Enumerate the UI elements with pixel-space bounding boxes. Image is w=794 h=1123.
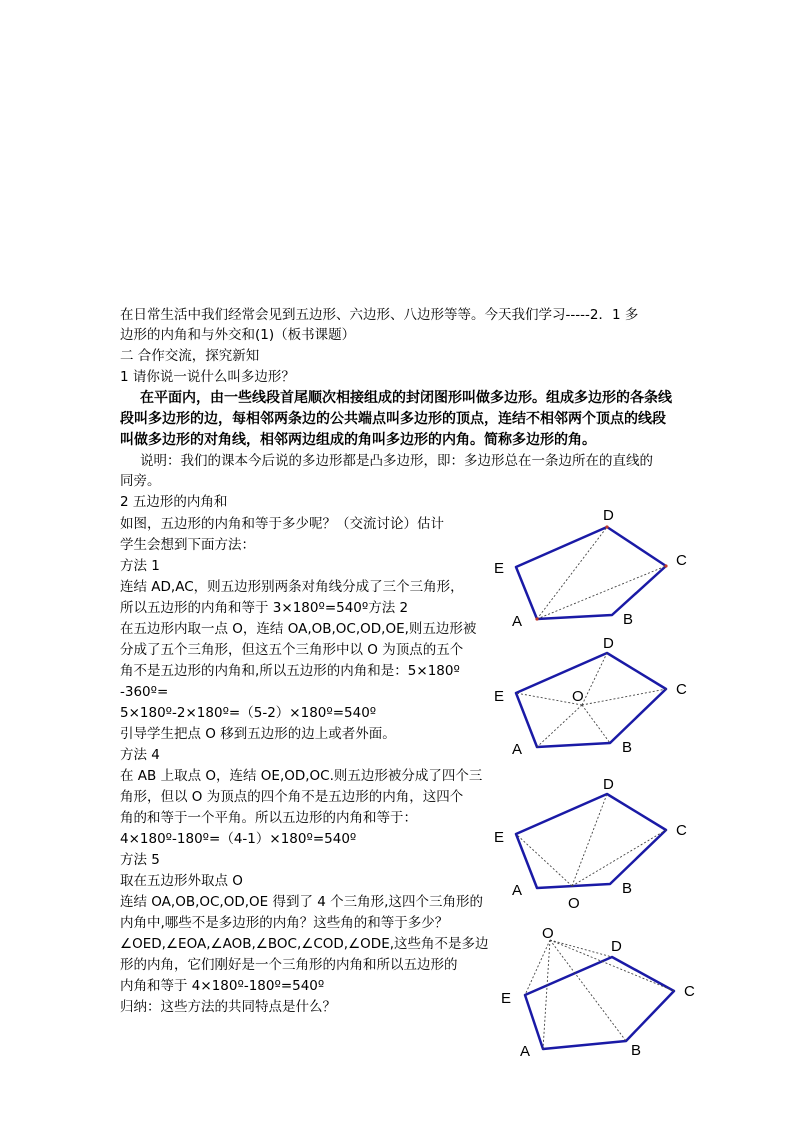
text-line: 连结 OA,OB,OC,OD,OE 得到了 4 个三角形,这四个三角形的 bbox=[120, 894, 483, 910]
text-line: 角的和等于一个平角。所以五边形的内角和等于： bbox=[120, 810, 417, 826]
segment-OD bbox=[582, 653, 607, 705]
vertex-dot bbox=[664, 564, 667, 567]
vertex-label-B: B bbox=[622, 739, 633, 756]
text-line: 在日常生活中我们经常会见到五边形、六边形、八边形等等。今天我们学习-----2．1 多 bbox=[120, 307, 639, 323]
vertex-label-E: E bbox=[494, 688, 505, 705]
text-line: 分成了五个三角形，但这五个三角形中以 O 为顶点的五个 bbox=[120, 642, 464, 658]
definition-line: 段叫多边形的边，每相邻两条边的公共端点叫多边形的顶点，连结不相邻两个顶点的线段 bbox=[120, 411, 666, 427]
point-label-O: O bbox=[568, 895, 580, 912]
vertex-label-D: D bbox=[603, 776, 614, 793]
diagonal-AD bbox=[537, 527, 607, 619]
text-line: 在五边形内取一点 O，连结 OA,OB,OC,OD,OE,则五边形被 bbox=[120, 621, 477, 637]
vertex-label-C: C bbox=[676, 681, 687, 698]
pentagon bbox=[516, 527, 666, 619]
vertex-label-B: B bbox=[623, 611, 634, 628]
pentagon bbox=[516, 794, 666, 888]
segment-OA bbox=[537, 705, 582, 747]
pentagon-diagram bbox=[490, 774, 710, 914]
segment-OA bbox=[543, 940, 550, 1049]
text-line: 内角和等于 4×180º-180º=540º bbox=[120, 978, 325, 994]
section-heading: 二 合作交流，探究新知 bbox=[120, 348, 260, 364]
text-line: 内角中,哪些不是多边形的内角？这些角的和等于多少？ bbox=[120, 915, 449, 931]
vertex-label-A: A bbox=[512, 882, 523, 899]
text-line: 学生会想到下面方法： bbox=[120, 537, 255, 553]
text-line: 形的内角，它们刚好是一个三角形的内角和所以五边形的 bbox=[120, 957, 458, 973]
text-line: 引导学生把点 O 移到五边形的边上或者外面。 bbox=[120, 726, 396, 742]
pentagon-diagram bbox=[490, 500, 710, 635]
note-line: 同旁。 bbox=[120, 473, 161, 489]
definition-line: 叫做多边形的对角线，相邻两边组成的角叫多边形的内角。简称多边形的角。 bbox=[120, 432, 596, 448]
point-label-O: O bbox=[572, 688, 584, 705]
vertex-label-A: A bbox=[512, 613, 523, 630]
segment-OC bbox=[572, 830, 666, 886]
text-line: 5×180º-2×180º=（5-2）×180º=540º bbox=[120, 705, 377, 721]
pentagon-diagram bbox=[490, 922, 710, 1062]
pentagon-diagram bbox=[490, 633, 710, 763]
text-line: ∠OED,∠EOA,∠AOB,∠BOC,∠COD,∠ODE,这些角不是多边 bbox=[120, 936, 489, 952]
text-line: 角不是五边形的内角和,所以五边形的内角和是：5×180º bbox=[120, 663, 460, 679]
vertex-label-C: C bbox=[676, 822, 687, 839]
vertex-label-D: D bbox=[603, 635, 614, 652]
text-line: 如图，五边形的内角和等于多少呢？（交流讨论）估计 bbox=[120, 516, 444, 532]
vertex-label-E: E bbox=[501, 990, 512, 1007]
text-line: 所以五边形的内角和等于 3×180º=540º方法 2 bbox=[120, 600, 409, 616]
question-heading: 1 请你说一说什么叫多边形？ bbox=[120, 369, 295, 385]
text-line: 边形的内角和与外交和(1)（板书课题） bbox=[120, 327, 356, 343]
definition-line: 在平面内，由一些线段首尾顺次相接组成的封闭图形叫做多边形。组成多边形的各条线 bbox=[140, 390, 672, 406]
text-line: 连结 AD,AC，则五边形别两条对角线分成了三个三角形， bbox=[120, 579, 464, 595]
segment-OD bbox=[550, 940, 612, 957]
text-line: 在 AB 上取点 O，连结 OE,OD,OC.则五边形被分成了四个三 bbox=[120, 768, 483, 784]
diagonal-AC bbox=[537, 566, 666, 619]
figure-method-1 bbox=[490, 500, 710, 635]
method-heading: 方法 5 bbox=[120, 852, 160, 868]
text-line: 取在五边形外取点 O bbox=[120, 873, 243, 889]
vertex-label-D: D bbox=[611, 938, 622, 955]
text-line: 角形，但以 O 为顶点的四个角不是五边形的内角，这四个 bbox=[120, 789, 464, 805]
section-heading: 2 五边形的内角和 bbox=[120, 494, 228, 510]
vertex-label-D: D bbox=[603, 507, 614, 524]
vertex-label-B: B bbox=[631, 1042, 642, 1059]
vertex-dot bbox=[535, 617, 538, 620]
note-line: 说明：我们的课本今后说的多边形都是凸多边形，即：多边形总在一条边所在的直线的 bbox=[140, 453, 653, 469]
vertex-label-C: C bbox=[684, 983, 695, 1000]
vertex-label-B: B bbox=[622, 880, 633, 897]
segment-OE bbox=[516, 834, 572, 886]
point-label-O: O bbox=[542, 925, 554, 942]
vertex-label-C: C bbox=[676, 552, 687, 569]
vertex-label-E: E bbox=[494, 560, 505, 577]
vertex-dot bbox=[605, 525, 608, 528]
method-heading: 方法 4 bbox=[120, 747, 160, 763]
pentagon bbox=[525, 957, 674, 1049]
pentagon bbox=[516, 653, 666, 747]
method-heading: 方法 1 bbox=[120, 558, 160, 574]
figure-method-5 bbox=[490, 922, 710, 1062]
figure-method-4 bbox=[490, 774, 710, 914]
figure-method-2 bbox=[490, 633, 710, 763]
vertex-label-A: A bbox=[512, 741, 523, 758]
vertex-label-E: E bbox=[494, 829, 505, 846]
text-line: 4×180º-180º=（4-1）×180º=540º bbox=[120, 831, 357, 847]
segment-OB bbox=[582, 705, 610, 743]
text-line: -360º= bbox=[120, 684, 169, 700]
summary-line: 归纳：这些方法的共同特点是什么？ bbox=[120, 999, 336, 1015]
vertex-label-A: A bbox=[520, 1043, 531, 1060]
